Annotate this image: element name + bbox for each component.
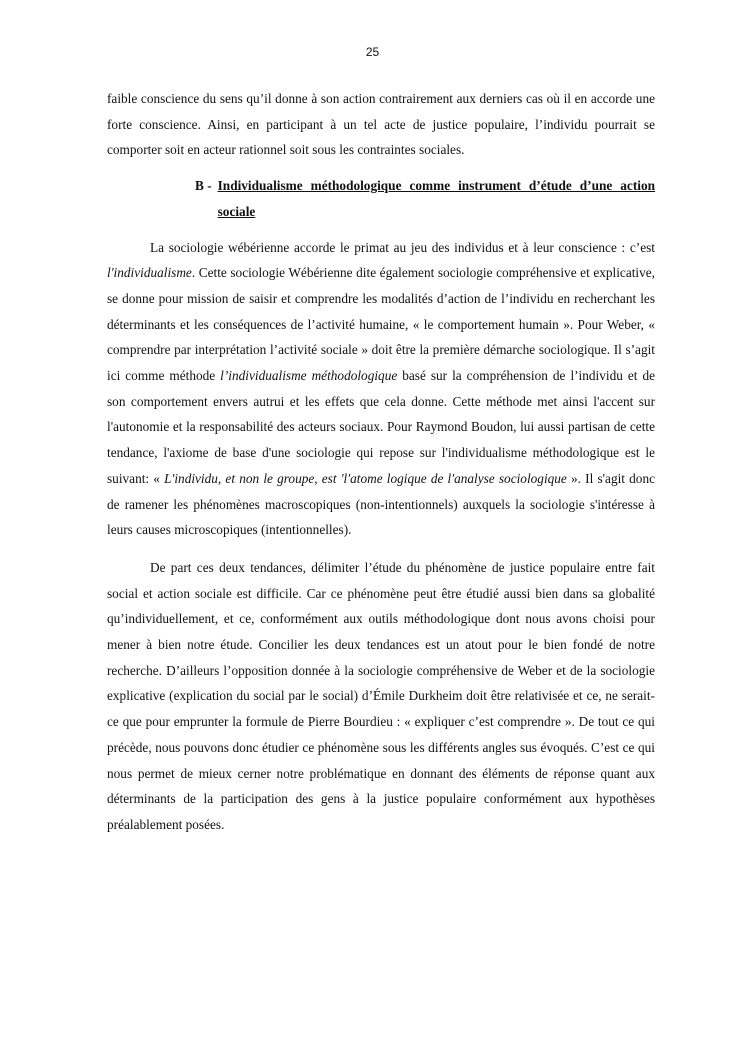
- italic-quote: L'individu, et non le groupe, est 'l'atome logique de l'analyse sociologique: [164, 470, 567, 486]
- section-letter: B -: [195, 178, 212, 194]
- paragraph-intro: faible conscience du sens qu’il donne à son action contrairement aux derniers cas où il en accorde une forte conscience. Ainsi, en participant à un tel acte de justice populaire, l’individu pourrait se comporter soit en acteur rationnel soit sous les contraintes sociales.: [107, 91, 655, 158]
- page-body: [107, 86, 655, 838]
- page-number: 25: [365, 45, 380, 59]
- paragraph-conclusion: De part ces deux tendances, délimiter l’étude du phénomène de justice populaire entre fait social et action sociale est difficile. Car ce phénomène peut être étudié aussi bien dans sa globalité qu’individuellement, et ce, conformément aux outils méthodologique dont nous avons choisi pour mener à bien notre étude. Concilier les deux tendances est un atout pour le bien fondé de notre recherche. D’ailleurs l’opposition donnée à la sociologie compréhensive de Weber et de la sociologie explicative (explication du social par le social) d’Émile Durkheim doit être relativisée et ce, ne serait-ce que pour emprunter la formule de Pierre Bourdieu : « expliquer c’est comprendre ». De tout ce qui précède, nous pouvons donc étudier ce phénomène sous les différents angles sus évoqués. C’est ce qui nous permet de mieux cerner notre problématique en donnant des éléments de réponse quant aux déterminants de la participation des gens à la justice populaire conformément aux hypothèses préalablement posées.: [107, 559, 655, 832]
- text-run: La sociologie wébérienne accorde le primat au jeu des individus et à leur conscience : c’est: [150, 239, 655, 255]
- text-run: basé sur la compréhension de l’individu et de son comportement envers autrui et les effets que cela donne. Cette méthode met ainsi l'accent sur l'autonomie et la responsabilité des acteurs sociaux. Pour Raymond Boudon, lui aussi partisan de cette tendance, l'axiome de base d'une sociologie qui repose sur l'individualisme méthodologique est le suivant: «: [107, 368, 656, 486]
- text-run: ». Il s'agit donc de ramener les phénomènes macroscopiques (non-intentionnels) auxquels la sociologie s'intéresse à leurs causes microscopiques (intentionnelles).: [107, 470, 655, 538]
- section-heading: [195, 173, 655, 224]
- italic-term: l'individualisme: [107, 265, 192, 281]
- text-run: . Cette sociologie Wébérienne dite également sociologie compréhensive et explicative, se donne pour mission de saisir et comprendre les modalités d’action de l’individu en recherchant les déterminants et les conséquences de l’activité humaine, « le comportement humain ». Pour Weber, « comprendre par interprétation l’activité sociale » doit être la première démarche sociologique. Il s’agit ici comme méthode: [107, 265, 655, 384]
- paragraph-weber: [107, 235, 655, 543]
- italic-term: l’individualisme méthodologique: [220, 368, 398, 384]
- section-title: Individualisme méthodologique comme instrument d’étude d’une action sociale: [217, 178, 655, 219]
